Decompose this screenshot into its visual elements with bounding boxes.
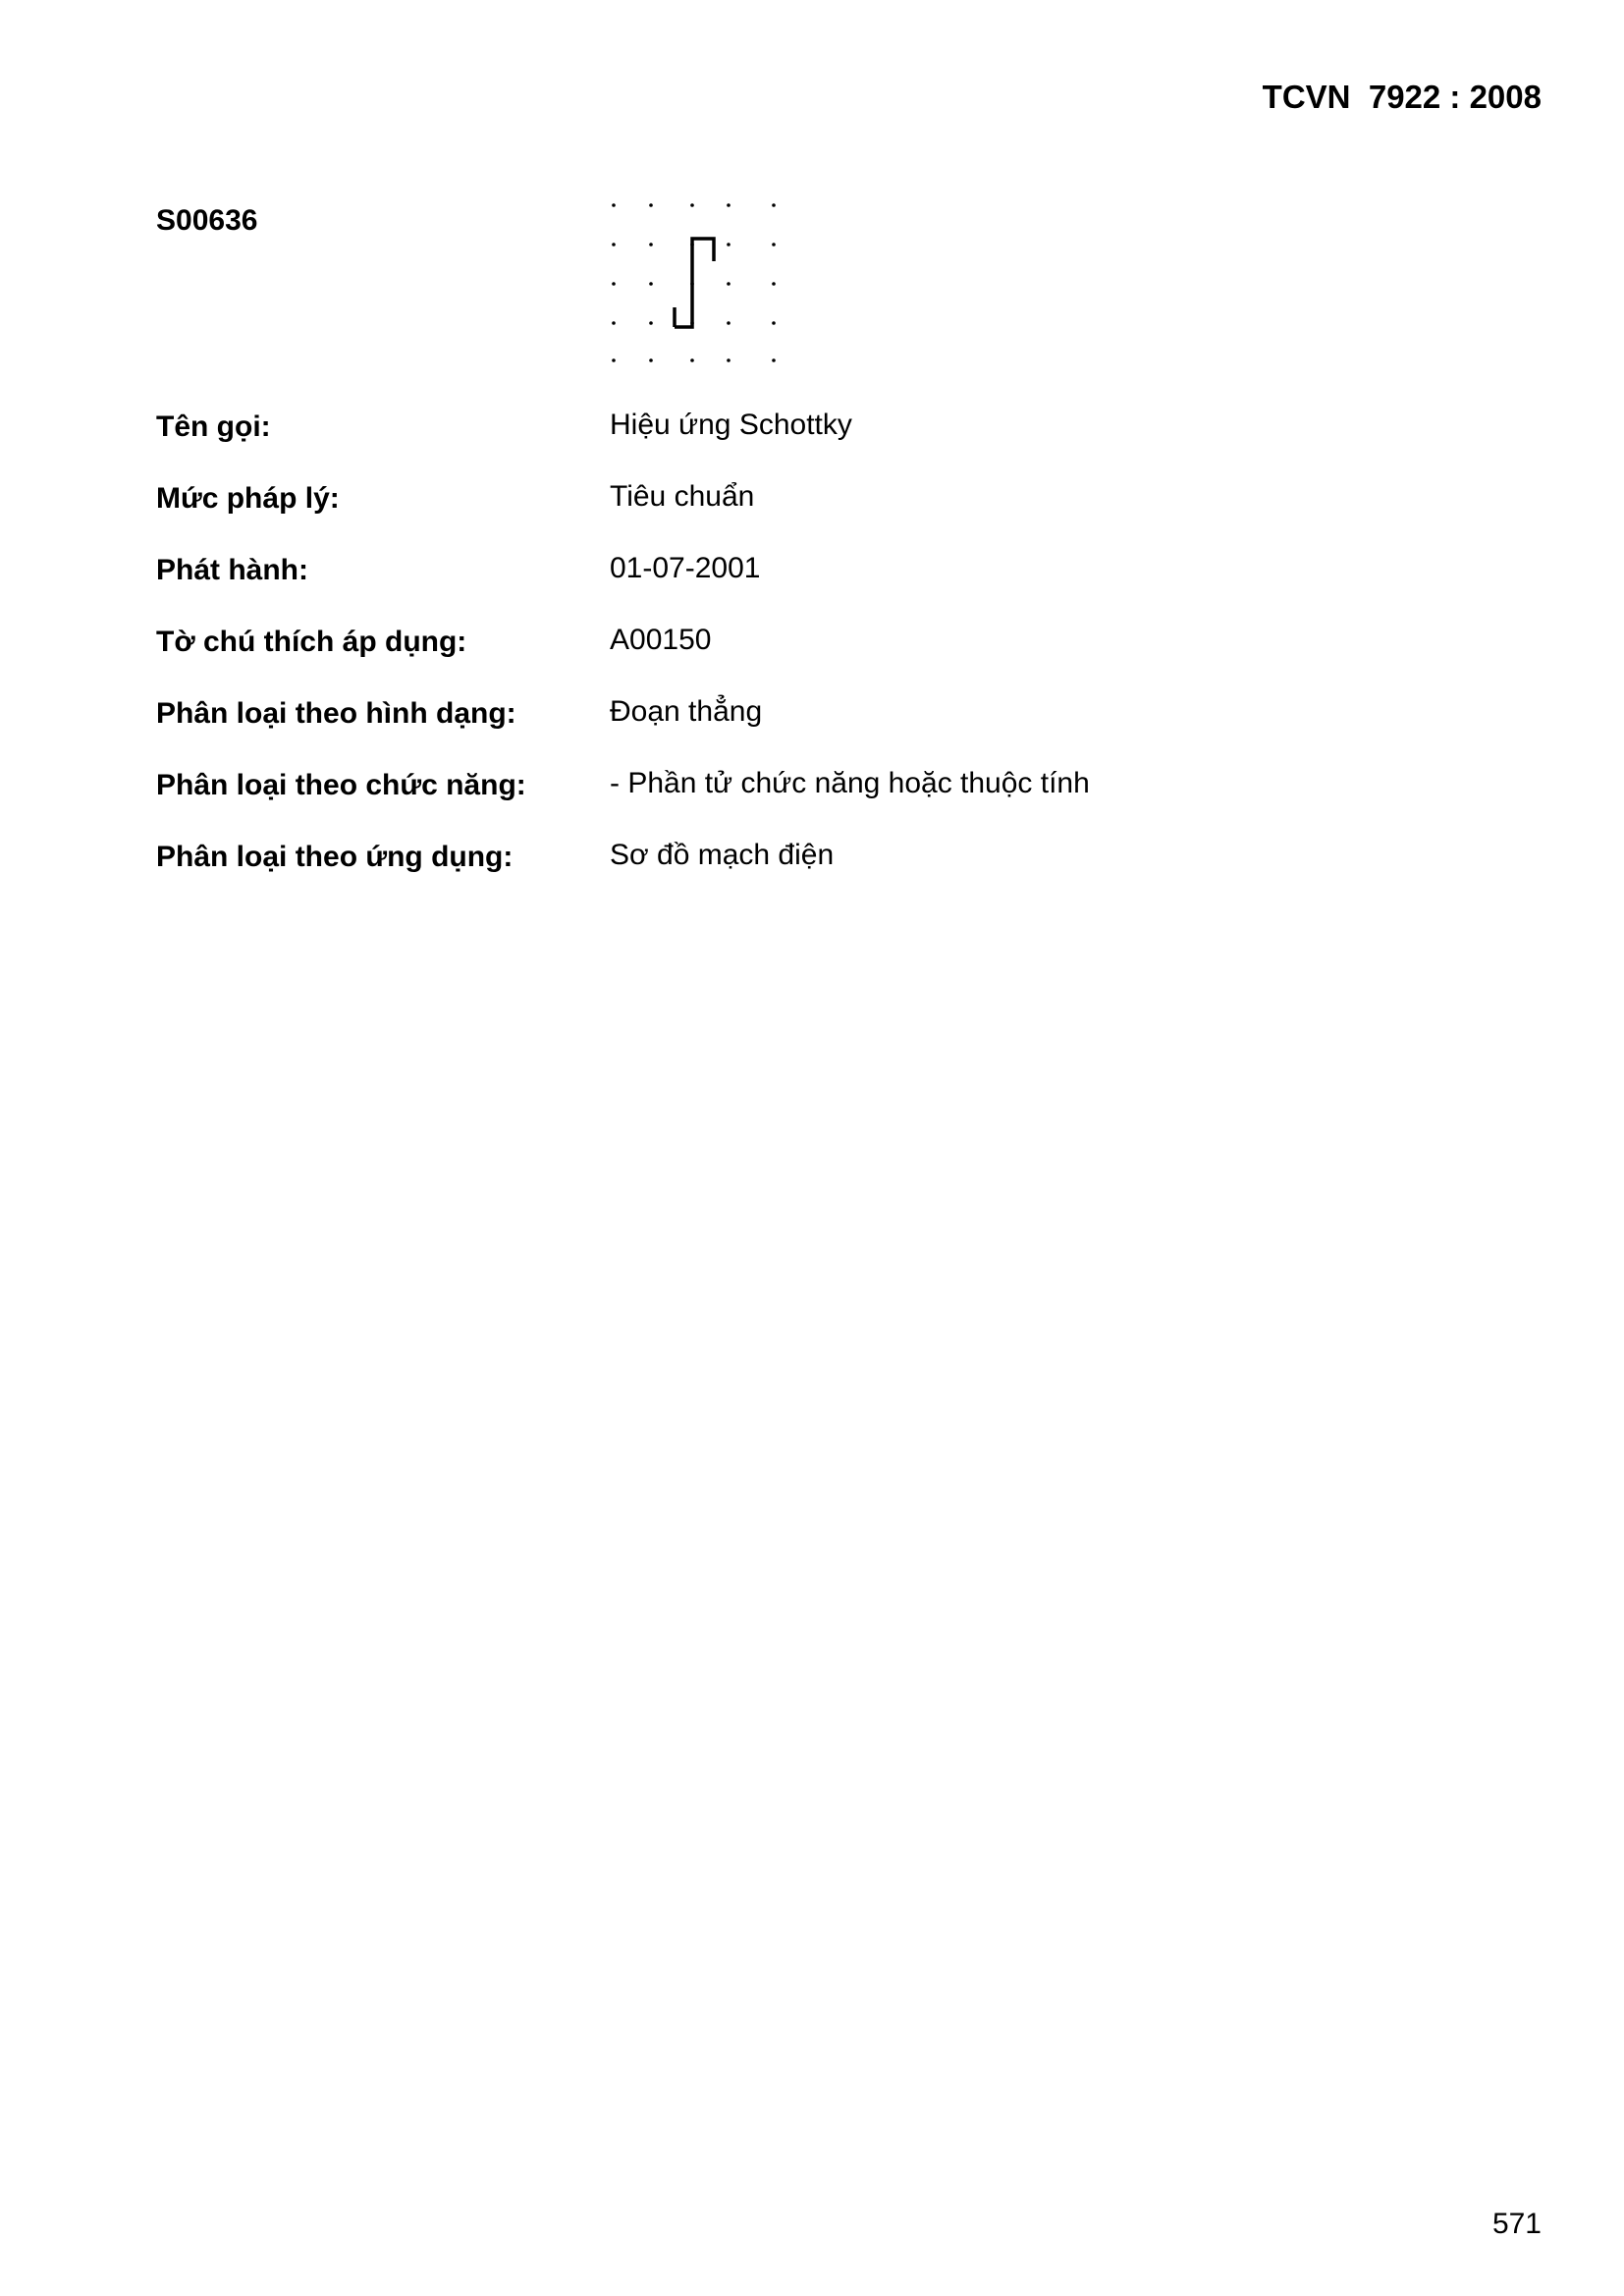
field-label: Tờ chú thích áp dụng: — [156, 626, 467, 658]
page-number: 571 — [1491, 2208, 1542, 2240]
field-row-shape-class — [156, 697, 1433, 769]
field-value: Sơ đồ mạch điện — [610, 839, 835, 871]
field-value: Đoạn thẳng — [610, 695, 763, 728]
field-value: A00150 — [610, 624, 712, 656]
field-label: Mức pháp lý: — [156, 482, 340, 515]
field-row-application-class — [156, 841, 1433, 912]
field-row-release — [156, 554, 1433, 626]
field-label: Phân loại theo chức năng: — [156, 769, 526, 801]
field-row-name — [156, 410, 1433, 482]
standard-header: TCVN 7922 : 2008 — [1262, 79, 1542, 115]
symbol-code: S00636 — [156, 204, 258, 237]
schottky-step-line — [675, 239, 714, 327]
field-value: 01-07-2001 — [610, 552, 761, 584]
schottky-effect-symbol-icon — [601, 189, 797, 375]
field-value: - Phần tử chức năng hoặc thuộc tính — [610, 767, 1090, 799]
field-label: Tên gọi: — [156, 410, 271, 443]
field-row-legal-level — [156, 482, 1433, 554]
field-label: Phân loại theo ứng dụng: — [156, 841, 514, 873]
field-value: Hiệu ứng Schottky — [610, 409, 852, 441]
symbol-attributes — [156, 410, 1433, 912]
field-value: Tiêu chuẩn — [610, 480, 755, 513]
field-row-function-class — [156, 769, 1433, 841]
field-row-annotation-sheet — [156, 626, 1433, 697]
field-label: Phát hành: — [156, 554, 308, 586]
field-label: Phân loại theo hình dạng: — [156, 697, 516, 730]
